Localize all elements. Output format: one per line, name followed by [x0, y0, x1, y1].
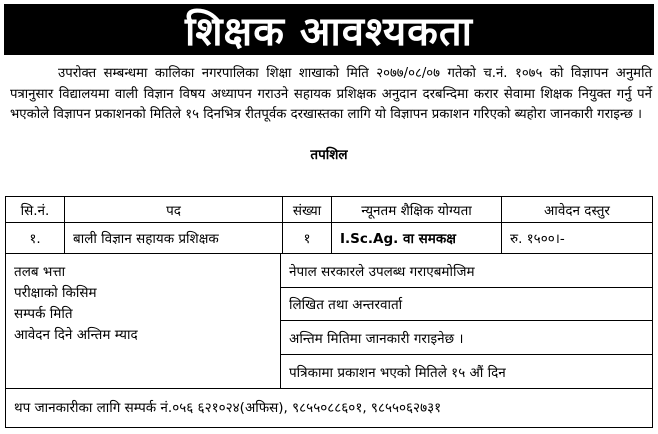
- header-count: संख्या: [282, 196, 332, 223]
- header-fee: आवेदन दस्तुर: [501, 196, 653, 223]
- notice-body: उपरोक्त सम्बन्धमा कालिका नगरपालिका शिक्षा शाखाको मिति २०७७/०८/०७ गतेको च.नं. १०७५ को विज्ञापन अनुमति पत्रानुसार विद्यालयमा वाली विज्ञान विषय अध्यापन गराउने सहायक प्रशिक्षक अनुदान दरबन्दिमा करार सेवामा शिक्षक नियुक्त गर्नु पर्ने भएकोले विज्ञापन प्रकाशनको मितिले १५ दिनभित्र रीतपूर्वक दरखास्तका लागि यो विज्ञापन प्रकाशन गरिएको ब्यहोरा जानकारी गराइन्छ ।: [10, 66, 652, 122]
- label-deadline: आवेदन दिने अन्तिम म्याद: [14, 327, 138, 343]
- value-salary: नेपाल सरकारले उपलब्ध गराएबमोजिम: [280, 253, 653, 288]
- header-post: पद: [64, 196, 283, 223]
- row-count: १: [282, 222, 332, 254]
- contact-info: थप जानकारीका लागि सम्पर्क नं.०५६ ६२१०२४(अफिस), ९८५५०८८६०१, ९८५५०६२७३१: [14, 400, 442, 416]
- table-caption: तपशिल: [310, 147, 348, 163]
- row-qualification: I.Sc.Ag. वा समकक्ष: [331, 222, 502, 254]
- value-exam-type: लिखित तथा अन्तरवार्ता: [280, 287, 653, 321]
- header-serial: सि.नं.: [5, 196, 65, 223]
- label-contact-date: सम्पर्क मिति: [14, 306, 73, 322]
- value-contact-date: अन्तिम मितिमा जानकारी गराइनेछ ।: [280, 320, 653, 355]
- row-serial: १.: [5, 222, 65, 254]
- row-post: बाली विज्ञान सहायक प्रशिक्षक: [64, 222, 283, 254]
- details-labels: [14, 262, 138, 346]
- label-salary: तलब भत्ता: [14, 264, 66, 280]
- value-deadline: पत्रिकामा प्रकाशन भएको मितिले १५ औं दिन: [280, 354, 653, 389]
- row-fee: रु. १५००।-: [501, 222, 653, 254]
- header-qualification: न्यूनतम शैक्षिक योग्यता: [331, 196, 502, 223]
- label-exam-type: परीक्षाको किसिम: [14, 285, 97, 301]
- notice-title: शिक्षक आवश्यकता: [4, 4, 654, 55]
